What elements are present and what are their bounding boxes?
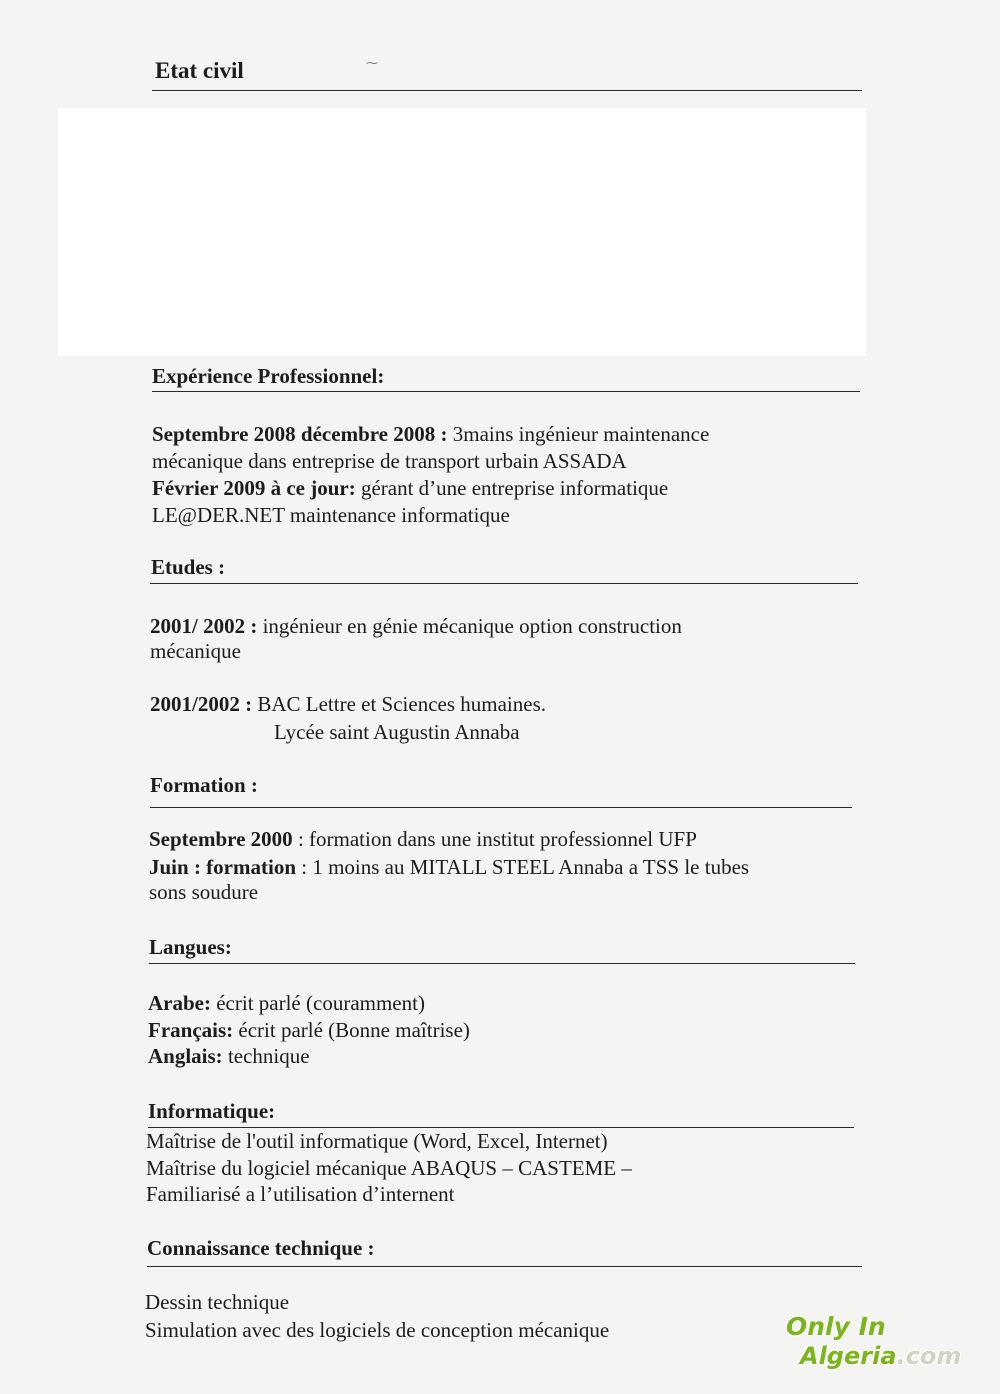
connaissance-line: Dessin technique bbox=[145, 1290, 290, 1314]
section-divider bbox=[152, 90, 862, 91]
section-title-connaissance: Connaissance technique : bbox=[147, 1236, 375, 1260]
section-divider bbox=[150, 583, 858, 584]
experience-line: LE@DER.NET maintenance informatique bbox=[152, 503, 510, 527]
redacted-block bbox=[58, 108, 866, 356]
langues-line: Français: écrit parlé (Bonne maîtrise) bbox=[148, 1018, 470, 1042]
section-title-experience: Expérience Professionnel: bbox=[152, 364, 385, 388]
section-title-etudes: Etudes : bbox=[151, 555, 226, 579]
section-title-informatique: Informatique: bbox=[148, 1099, 276, 1123]
formation-line: Juin : formation : 1 moins au MITALL STEEL Annaba a TSS le tubes bbox=[149, 855, 750, 879]
informatique-line: Familiarisé a l’utilisation d’internent bbox=[146, 1182, 455, 1206]
section-title-etat-civil: Etat civil bbox=[155, 58, 244, 83]
etudes-line: 2001/2002 : BAC Lettre et Sciences humaines. bbox=[150, 692, 546, 716]
informatique-line: Maîtrise de l'outil informatique (Word, Excel, Internet) bbox=[146, 1129, 608, 1153]
etudes-line: 2001/ 2002 : ingénieur en génie mécanique option construction bbox=[150, 614, 682, 638]
langues-line: Arabe: écrit parlé (couramment) bbox=[148, 991, 425, 1015]
formation-line: Septembre 2000 : formation dans une institut professionnel UFP bbox=[149, 827, 697, 851]
connaissance-line: Simulation avec des logiciels de conception mécanique bbox=[145, 1318, 610, 1342]
experience-line: mécanique dans entreprise de transport urbain ASSADA bbox=[152, 449, 627, 473]
informatique-line: Maîtrise du logiciel mécanique ABAQUS – CASTEME – bbox=[146, 1156, 632, 1180]
experience-line: Février 2009 à ce jour: gérant d’une entreprise informatique bbox=[152, 476, 669, 500]
logo-line-1: Only In bbox=[786, 1312, 886, 1341]
section-divider bbox=[152, 391, 860, 392]
section-title-formation: Formation : bbox=[150, 773, 258, 797]
etudes-line: mécanique bbox=[150, 639, 241, 663]
logo-line-2: Algeria.com bbox=[800, 1342, 962, 1370]
scan-mark: ⁓ bbox=[366, 56, 378, 70]
section-divider bbox=[147, 1266, 862, 1267]
section-divider bbox=[150, 807, 852, 808]
langues-line: Anglais: technique bbox=[148, 1044, 310, 1068]
only-in-algeria-logo bbox=[782, 1312, 982, 1382]
section-title-langues: Langues: bbox=[149, 935, 232, 959]
etudes-line: Lycée saint Augustin Annaba bbox=[274, 720, 520, 744]
section-divider bbox=[149, 963, 855, 964]
experience-line: Septembre 2008 décembre 2008 : 3mains ingénieur maintenance bbox=[152, 422, 710, 446]
formation-line: sons soudure bbox=[149, 880, 259, 904]
